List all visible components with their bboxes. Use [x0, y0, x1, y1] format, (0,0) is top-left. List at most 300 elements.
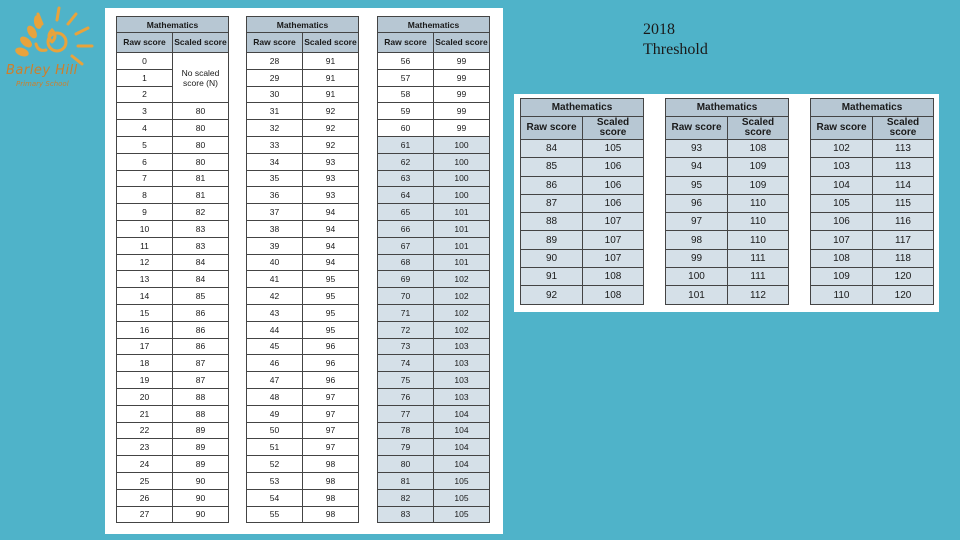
raw-score-cell: 7 — [117, 170, 173, 187]
scaled-score-cell: 103 — [434, 355, 490, 372]
raw-score-cell: 108 — [811, 249, 873, 267]
scaled-score-cell: 94 — [303, 220, 359, 237]
table-row — [378, 220, 490, 237]
scaled-score-cell: 118 — [873, 249, 934, 267]
scaled-score-cell: 87 — [173, 372, 229, 389]
raw-score-cell: 67 — [378, 237, 434, 254]
table-row — [378, 288, 490, 305]
table-row — [247, 237, 359, 254]
scaled-score-cell: 99 — [434, 120, 490, 137]
scaled-score-cell: 97 — [303, 439, 359, 456]
table-row — [247, 187, 359, 204]
scaled-score-cell: 80 — [173, 103, 229, 120]
table-row — [666, 231, 789, 249]
scaled-score-cell: 91 — [303, 69, 359, 86]
raw-score-cell: 55 — [247, 506, 303, 523]
raw-score-cell: 86 — [521, 176, 583, 194]
scaled-score-cell: 89 — [173, 456, 229, 473]
table-row — [666, 268, 789, 286]
scaled-score-header: Scaled score — [434, 33, 490, 53]
table-row — [666, 158, 789, 176]
raw-score-cell: 3 — [117, 103, 173, 120]
raw-score-cell: 6 — [117, 153, 173, 170]
right-panel — [514, 94, 939, 312]
raw-score-cell: 23 — [117, 439, 173, 456]
table-row — [117, 439, 229, 456]
scaled-score-cell: 84 — [173, 254, 229, 271]
raw-score-cell: 56 — [378, 53, 434, 70]
scaled-score-cell: 106 — [583, 176, 644, 194]
raw-score-cell: 109 — [811, 268, 873, 286]
scaled-score-cell: 111 — [728, 249, 789, 267]
scaled-score-cell: 90 — [173, 506, 229, 523]
raw-score-cell: 105 — [811, 194, 873, 212]
scaled-score-header: Scaled score — [303, 33, 359, 53]
scaled-score-cell: 93 — [303, 170, 359, 187]
raw-score-cell: 13 — [117, 271, 173, 288]
table-row — [247, 388, 359, 405]
scaled-score-cell: 87 — [173, 355, 229, 372]
table-row — [666, 249, 789, 267]
raw-score-cell: 10 — [117, 220, 173, 237]
scaled-score-cell: 104 — [434, 422, 490, 439]
table-row — [117, 338, 229, 355]
table-row — [666, 194, 789, 212]
table-row — [666, 140, 789, 158]
table-row — [378, 439, 490, 456]
table-row — [811, 158, 934, 176]
scaled-score-cell: 84 — [173, 271, 229, 288]
table-row — [247, 439, 359, 456]
scaled-score-cell: 93 — [303, 153, 359, 170]
raw-score-cell: 82 — [378, 489, 434, 506]
scaled-score-cell: 98 — [303, 472, 359, 489]
score-table-28-55 — [246, 16, 359, 523]
raw-score-cell: 76 — [378, 388, 434, 405]
scaled-score-header: Scaled score — [583, 117, 644, 140]
scaled-score-cell: 92 — [303, 120, 359, 137]
scaled-score-cell: 101 — [434, 204, 490, 221]
raw-score-cell: 98 — [666, 231, 728, 249]
scaled-score-cell: 98 — [303, 489, 359, 506]
scaled-score-cell: 104 — [434, 405, 490, 422]
raw-score-cell: 49 — [247, 405, 303, 422]
table-row — [811, 194, 934, 212]
scaled-score-cell: 116 — [873, 213, 934, 231]
table-row — [521, 268, 644, 286]
raw-score-cell: 93 — [666, 140, 728, 158]
table-row — [378, 120, 490, 137]
scaled-score-cell: 98 — [303, 456, 359, 473]
table-row — [521, 194, 644, 212]
table-row — [811, 286, 934, 304]
table-row — [247, 103, 359, 120]
scaled-score-cell: 96 — [303, 338, 359, 355]
raw-score-cell: 52 — [247, 456, 303, 473]
scaled-score-cell: 105 — [434, 506, 490, 523]
scaled-score-cell: 108 — [728, 140, 789, 158]
table-row — [247, 288, 359, 305]
table-row — [247, 170, 359, 187]
table-row — [378, 506, 490, 523]
table-row — [521, 176, 644, 194]
table-row — [811, 231, 934, 249]
scaled-score-cell: 110 — [728, 194, 789, 212]
raw-score-cell: 30 — [247, 86, 303, 103]
raw-score-cell: 40 — [247, 254, 303, 271]
raw-score-cell: 53 — [247, 472, 303, 489]
raw-score-cell: 85 — [521, 158, 583, 176]
raw-score-cell: 73 — [378, 338, 434, 355]
raw-score-cell: 60 — [378, 120, 434, 137]
raw-score-cell: 18 — [117, 355, 173, 372]
table-row — [378, 53, 490, 70]
scaled-score-cell: 113 — [873, 158, 934, 176]
raw-score-header: Raw score — [521, 117, 583, 140]
scaled-score-cell: 95 — [303, 271, 359, 288]
scaled-score-cell: 106 — [583, 158, 644, 176]
raw-score-cell: 8 — [117, 187, 173, 204]
raw-score-cell: 39 — [247, 237, 303, 254]
table-row — [117, 120, 229, 137]
raw-score-cell: 102 — [811, 140, 873, 158]
table-row — [378, 372, 490, 389]
scaled-score-cell: 99 — [434, 86, 490, 103]
scaled-score-cell: 100 — [434, 153, 490, 170]
raw-score-cell: 65 — [378, 204, 434, 221]
raw-score-cell: 20 — [117, 388, 173, 405]
table-row — [247, 120, 359, 137]
table-row — [378, 355, 490, 372]
raw-score-cell: 74 — [378, 355, 434, 372]
table-row — [117, 489, 229, 506]
table-row — [117, 103, 229, 120]
scaled-score-cell: 83 — [173, 220, 229, 237]
scaled-score-cell: 110 — [728, 231, 789, 249]
scaled-score-cell: 102 — [434, 304, 490, 321]
scaled-score-cell: 110 — [728, 213, 789, 231]
scaled-score-cell: 102 — [434, 288, 490, 305]
raw-score-cell: 66 — [378, 220, 434, 237]
raw-score-cell: 33 — [247, 136, 303, 153]
scaled-score-cell: 86 — [173, 321, 229, 338]
raw-score-cell: 44 — [247, 321, 303, 338]
scaled-score-cell: 91 — [303, 53, 359, 70]
table-title: Mathematics — [521, 99, 644, 117]
table-row — [247, 136, 359, 153]
table-row — [378, 204, 490, 221]
threshold-label — [643, 20, 708, 60]
scaled-score-header: Scaled score — [873, 117, 934, 140]
table-title: Mathematics — [811, 99, 934, 117]
raw-score-cell: 57 — [378, 69, 434, 86]
table-row — [117, 136, 229, 153]
raw-score-cell: 46 — [247, 355, 303, 372]
table-row — [811, 176, 934, 194]
scaled-score-header: Scaled score — [728, 117, 789, 140]
scaled-score-cell: 104 — [434, 439, 490, 456]
table-row — [247, 271, 359, 288]
scaled-score-cell: 101 — [434, 254, 490, 271]
table-row — [247, 355, 359, 372]
scaled-score-cell: 91 — [303, 86, 359, 103]
raw-score-cell: 106 — [811, 213, 873, 231]
raw-score-cell: 81 — [378, 472, 434, 489]
scaled-score-cell: 105 — [583, 140, 644, 158]
scaled-score-cell: 80 — [173, 120, 229, 137]
threshold-year: 2018 — [643, 21, 675, 38]
table-row — [378, 170, 490, 187]
raw-score-cell: 88 — [521, 213, 583, 231]
table-row — [378, 136, 490, 153]
table-row — [117, 405, 229, 422]
table-row — [247, 456, 359, 473]
scaled-score-cell: 96 — [303, 372, 359, 389]
raw-score-header: Raw score — [247, 33, 303, 53]
raw-score-cell: 61 — [378, 136, 434, 153]
raw-score-cell: 72 — [378, 321, 434, 338]
scaled-score-cell: 94 — [303, 237, 359, 254]
table-row — [247, 153, 359, 170]
table-row — [247, 69, 359, 86]
scaled-score-cell: 100 — [434, 136, 490, 153]
table-title: Mathematics — [666, 99, 789, 117]
scaled-score-cell: 81 — [173, 187, 229, 204]
scaled-score-cell: 112 — [728, 286, 789, 304]
raw-score-cell: 58 — [378, 86, 434, 103]
scaled-score-cell: 103 — [434, 388, 490, 405]
scaled-score-cell: 94 — [303, 204, 359, 221]
scaled-score-cell: 109 — [728, 158, 789, 176]
table-row — [247, 489, 359, 506]
raw-score-cell: 43 — [247, 304, 303, 321]
scaled-score-cell: 103 — [434, 372, 490, 389]
scaled-score-cell: 106 — [583, 194, 644, 212]
raw-score-cell: 80 — [378, 456, 434, 473]
raw-score-cell: 0 — [117, 53, 173, 70]
scaled-score-cell: 98 — [303, 506, 359, 523]
raw-score-cell: 50 — [247, 422, 303, 439]
raw-score-cell: 54 — [247, 489, 303, 506]
table-row — [117, 304, 229, 321]
table-row — [378, 254, 490, 271]
scaled-score-cell: 86 — [173, 338, 229, 355]
table-row — [117, 472, 229, 489]
raw-score-cell: 15 — [117, 304, 173, 321]
raw-score-cell: 21 — [117, 405, 173, 422]
raw-score-cell: 63 — [378, 170, 434, 187]
no-scaled-score-cell: No scaled score (N) — [173, 53, 229, 103]
scaled-score-cell: 117 — [873, 231, 934, 249]
scaled-score-cell: 90 — [173, 489, 229, 506]
raw-score-cell: 4 — [117, 120, 173, 137]
scaled-score-cell: 81 — [173, 170, 229, 187]
scaled-score-cell: 95 — [303, 288, 359, 305]
scaled-score-cell: 100 — [434, 170, 490, 187]
table-title: Mathematics — [247, 17, 359, 33]
scaled-score-cell: 103 — [434, 338, 490, 355]
scaled-score-cell: 120 — [873, 286, 934, 304]
scaled-score-cell: 99 — [434, 103, 490, 120]
scaled-score-cell: 104 — [434, 456, 490, 473]
raw-score-cell: 99 — [666, 249, 728, 267]
scaled-score-cell: 107 — [583, 231, 644, 249]
raw-score-cell: 62 — [378, 153, 434, 170]
scaled-score-cell: 108 — [583, 268, 644, 286]
table-row — [521, 213, 644, 231]
raw-score-cell: 26 — [117, 489, 173, 506]
table-row — [378, 456, 490, 473]
scaled-score-cell: 100 — [434, 187, 490, 204]
scaled-score-cell: 92 — [303, 103, 359, 120]
scaled-score-cell: 85 — [173, 288, 229, 305]
raw-score-cell: 47 — [247, 372, 303, 389]
scaled-score-cell: 80 — [173, 153, 229, 170]
scaled-score-cell: 101 — [434, 237, 490, 254]
raw-score-cell: 27 — [117, 506, 173, 523]
raw-score-cell: 5 — [117, 136, 173, 153]
raw-score-cell: 107 — [811, 231, 873, 249]
raw-score-cell: 87 — [521, 194, 583, 212]
scaled-score-cell: 96 — [303, 355, 359, 372]
table-row — [117, 388, 229, 405]
raw-score-cell: 35 — [247, 170, 303, 187]
raw-score-cell: 104 — [811, 176, 873, 194]
raw-score-cell: 91 — [521, 268, 583, 286]
raw-score-cell: 78 — [378, 422, 434, 439]
raw-score-cell: 79 — [378, 439, 434, 456]
raw-score-cell: 90 — [521, 249, 583, 267]
table-row — [117, 204, 229, 221]
table-row — [117, 220, 229, 237]
raw-score-header: Raw score — [666, 117, 728, 140]
table-row — [247, 321, 359, 338]
table-row — [247, 53, 359, 70]
raw-score-cell: 70 — [378, 288, 434, 305]
threshold-text: Threshold — [643, 41, 708, 58]
raw-score-cell: 19 — [117, 372, 173, 389]
table-row — [378, 187, 490, 204]
table-row — [378, 304, 490, 321]
table-row — [117, 372, 229, 389]
logo-name: Barley Hill — [6, 63, 78, 78]
table-row — [117, 187, 229, 204]
raw-score-cell: 84 — [521, 140, 583, 158]
scaled-score-cell: 88 — [173, 405, 229, 422]
table-row — [378, 489, 490, 506]
table-row — [117, 288, 229, 305]
scaled-score-cell: 92 — [303, 136, 359, 153]
scaled-score-cell: 95 — [303, 321, 359, 338]
raw-score-cell: 69 — [378, 271, 434, 288]
raw-score-cell: 97 — [666, 213, 728, 231]
raw-score-cell: 101 — [666, 286, 728, 304]
table-row — [247, 204, 359, 221]
table-title: Mathematics — [117, 17, 229, 33]
table-row — [378, 388, 490, 405]
left-panel — [105, 8, 503, 534]
raw-score-cell: 89 — [521, 231, 583, 249]
table-row — [247, 372, 359, 389]
table-row — [521, 249, 644, 267]
scaled-score-cell: 107 — [583, 213, 644, 231]
raw-score-cell: 2 — [117, 86, 173, 103]
table-row — [378, 69, 490, 86]
scaled-score-cell: 93 — [303, 187, 359, 204]
table-row — [117, 254, 229, 271]
scaled-score-cell: 102 — [434, 271, 490, 288]
score-table-84-92 — [520, 98, 644, 305]
table-row — [666, 176, 789, 194]
raw-score-cell: 29 — [247, 69, 303, 86]
raw-score-cell: 96 — [666, 194, 728, 212]
table-row — [521, 158, 644, 176]
raw-score-cell: 28 — [247, 53, 303, 70]
table-row — [378, 472, 490, 489]
table-row — [378, 86, 490, 103]
table-row — [811, 268, 934, 286]
score-table-93-101 — [665, 98, 789, 305]
raw-score-cell: 36 — [247, 187, 303, 204]
raw-score-cell: 17 — [117, 338, 173, 355]
raw-score-cell: 103 — [811, 158, 873, 176]
scaled-score-cell: 94 — [303, 254, 359, 271]
table-row — [117, 456, 229, 473]
raw-score-cell: 22 — [117, 422, 173, 439]
raw-score-cell: 16 — [117, 321, 173, 338]
table-row — [521, 286, 644, 304]
table-row — [378, 338, 490, 355]
table-row — [117, 422, 229, 439]
raw-score-cell: 12 — [117, 254, 173, 271]
raw-score-cell: 110 — [811, 286, 873, 304]
raw-score-cell: 34 — [247, 153, 303, 170]
raw-score-cell: 92 — [521, 286, 583, 304]
raw-score-cell: 9 — [117, 204, 173, 221]
scaled-score-cell: 111 — [728, 268, 789, 286]
raw-score-cell: 11 — [117, 237, 173, 254]
scaled-score-cell: 109 — [728, 176, 789, 194]
scaled-score-cell: 102 — [434, 321, 490, 338]
raw-score-cell: 100 — [666, 268, 728, 286]
raw-score-cell: 1 — [117, 69, 173, 86]
raw-score-cell: 38 — [247, 220, 303, 237]
table-row — [247, 338, 359, 355]
scaled-score-cell: 108 — [583, 286, 644, 304]
raw-score-cell: 68 — [378, 254, 434, 271]
table-row — [247, 304, 359, 321]
raw-score-cell: 32 — [247, 120, 303, 137]
raw-score-cell: 42 — [247, 288, 303, 305]
scaled-score-cell: 89 — [173, 439, 229, 456]
table-row — [117, 237, 229, 254]
raw-score-header: Raw score — [811, 117, 873, 140]
raw-score-cell: 48 — [247, 388, 303, 405]
table-row — [521, 140, 644, 158]
raw-score-cell: 45 — [247, 338, 303, 355]
table-row — [811, 213, 934, 231]
table-row — [247, 254, 359, 271]
scaled-score-cell: 115 — [873, 194, 934, 212]
scaled-score-cell: 99 — [434, 69, 490, 86]
scaled-score-cell: 90 — [173, 472, 229, 489]
scaled-score-cell: 80 — [173, 136, 229, 153]
raw-score-header: Raw score — [117, 33, 173, 53]
score-table-0-27 — [116, 16, 229, 523]
scaled-score-cell: 95 — [303, 304, 359, 321]
table-row — [247, 405, 359, 422]
table-row — [117, 506, 229, 523]
